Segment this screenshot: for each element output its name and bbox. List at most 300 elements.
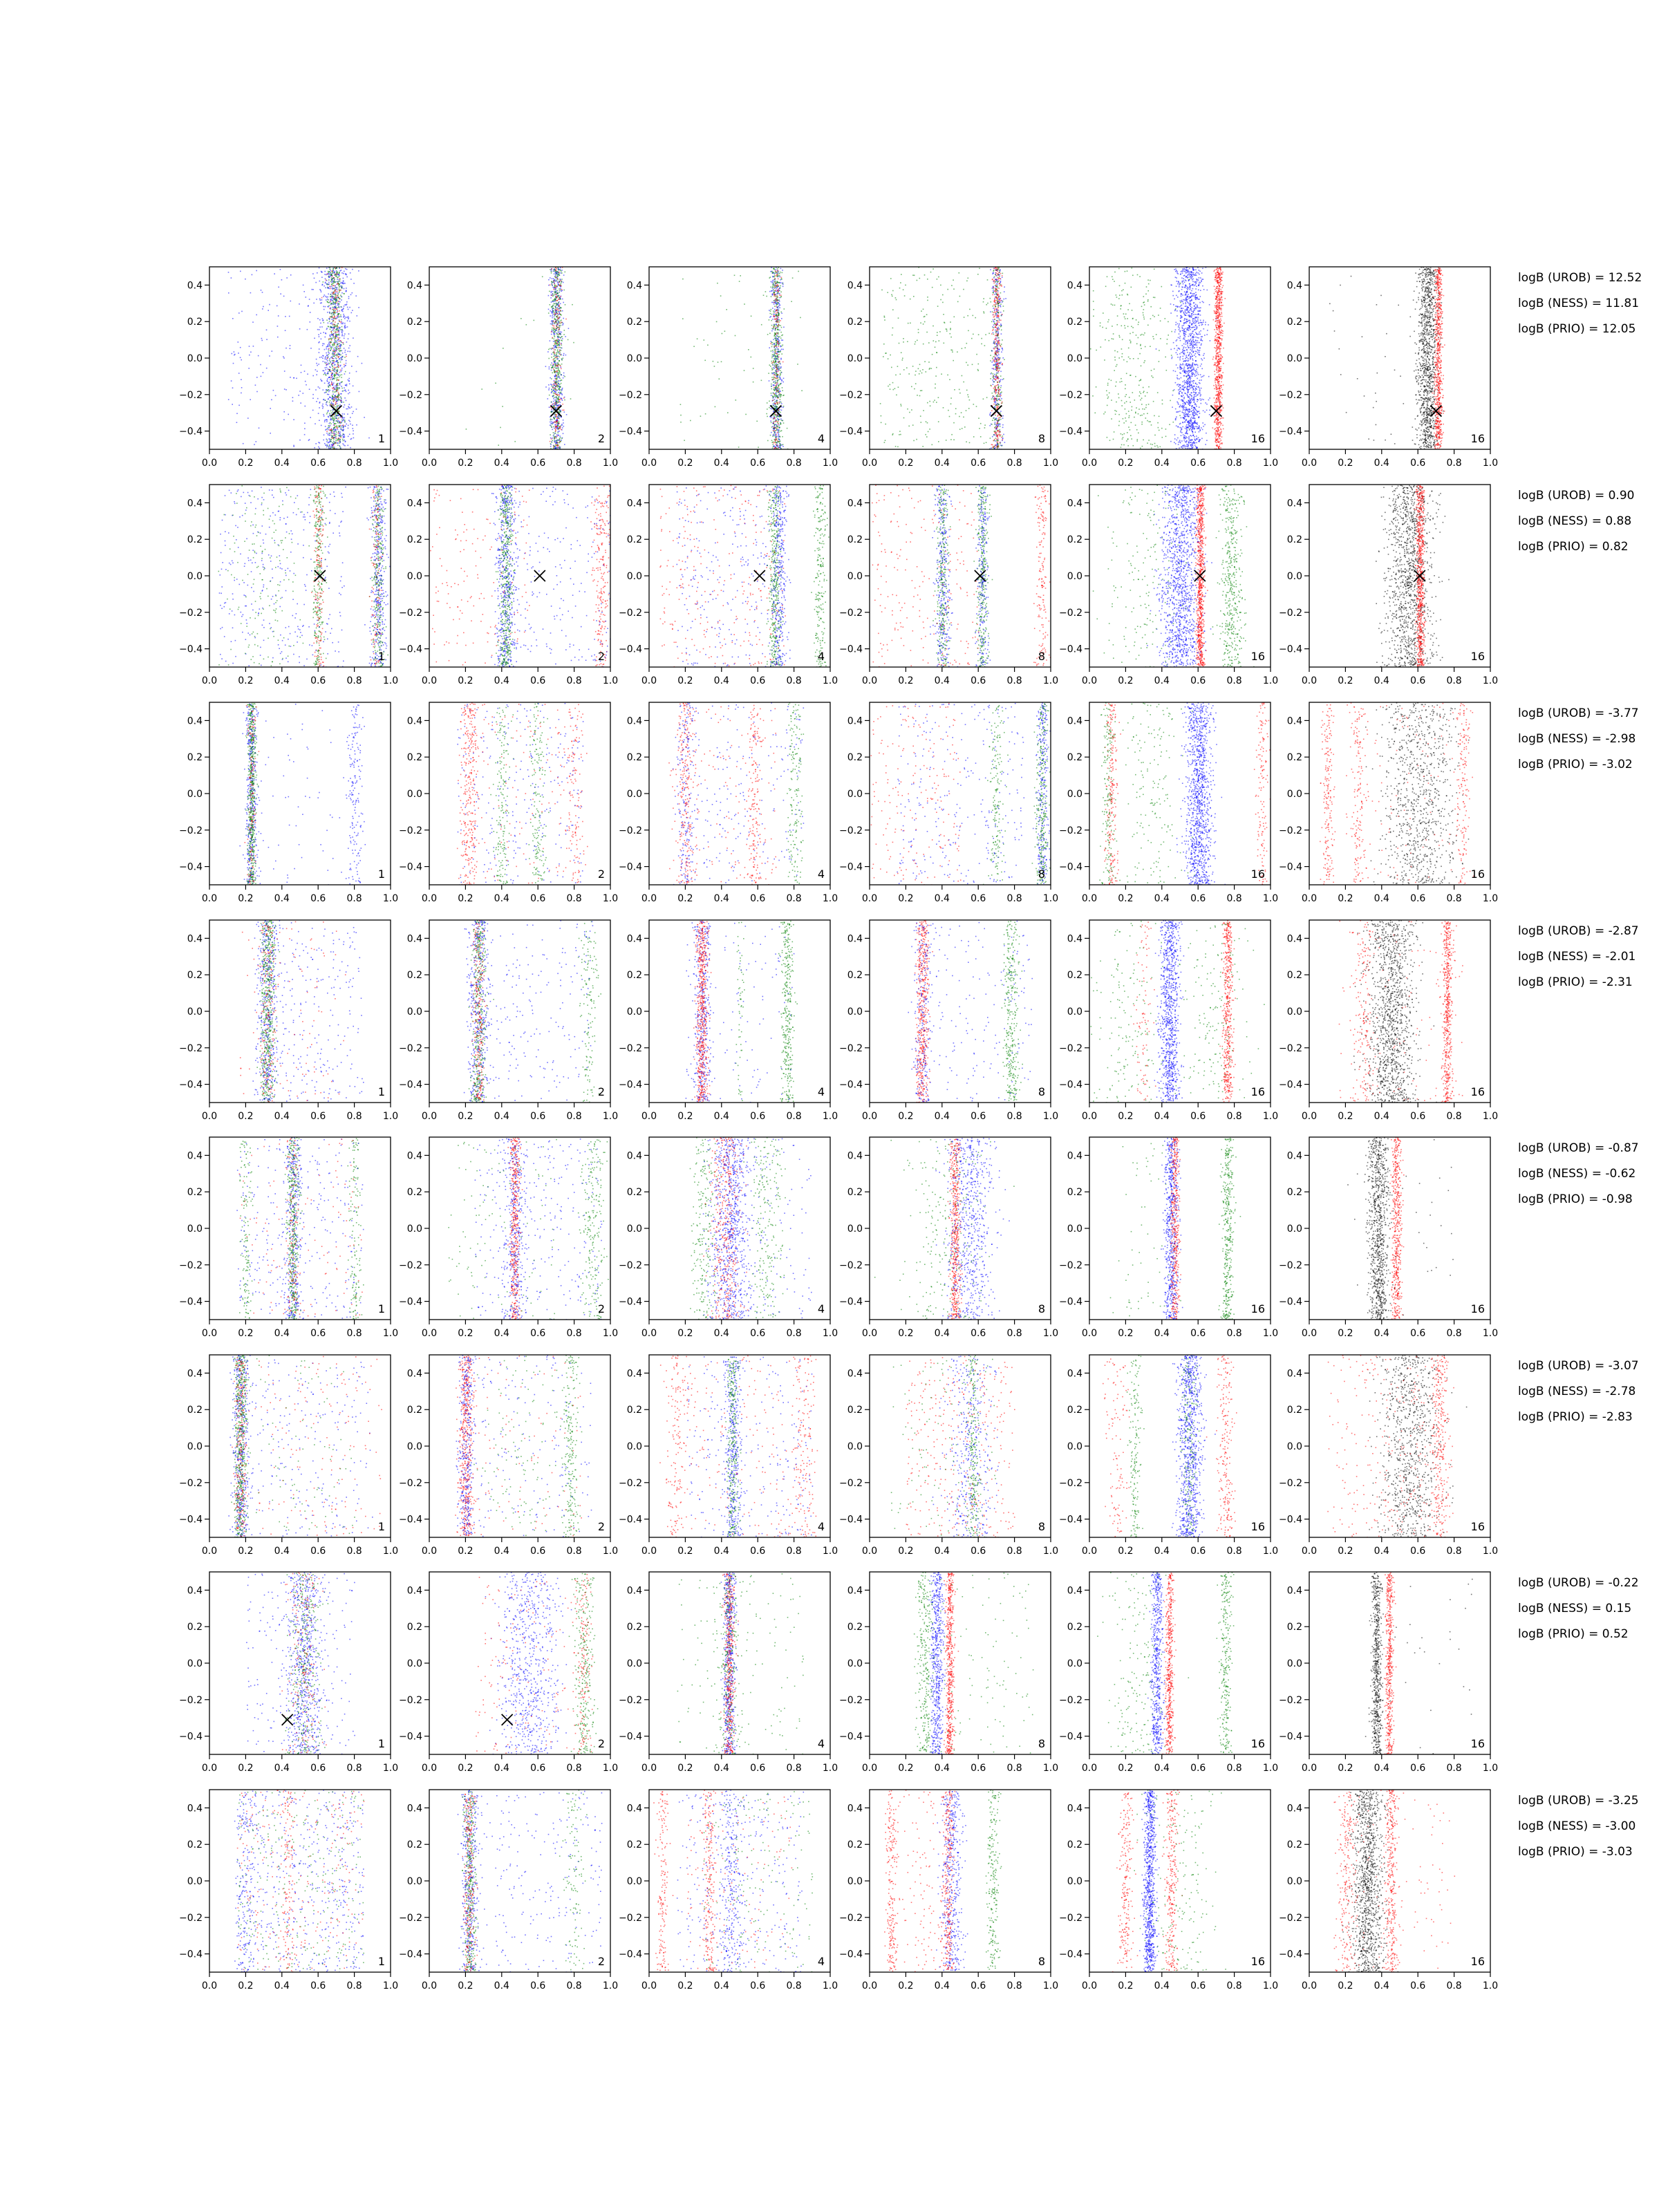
scatter-point-blue	[336, 288, 337, 290]
scatter-point-red	[775, 316, 776, 317]
scatter-point-blue	[341, 316, 342, 317]
scatter-point-blue	[256, 377, 258, 378]
scatter-point-red	[778, 285, 779, 286]
scatter-point-red	[778, 346, 779, 348]
scatter-point-green	[331, 348, 332, 349]
scatter-point-blue	[995, 330, 996, 331]
scatter-point-red	[332, 445, 334, 447]
scatter-point-green	[554, 276, 556, 278]
scatter-point-green	[564, 376, 565, 377]
scatter-point-red	[337, 364, 339, 365]
scatter-point-red	[777, 341, 778, 342]
scatter-point-green	[997, 301, 999, 302]
scatter-point-green	[558, 311, 559, 312]
scatter-point-green	[780, 424, 781, 425]
scatter-point-blue	[299, 391, 301, 392]
scatter-point-blue	[325, 357, 326, 359]
scatter-point-green	[333, 296, 335, 297]
scatter-point-blue	[332, 288, 333, 290]
scatter-point-blue	[992, 273, 993, 274]
scatter-point-green	[553, 432, 554, 433]
scatter-point-blue	[780, 366, 782, 368]
scatter-point-green	[772, 284, 774, 285]
scatter-point-red	[556, 357, 558, 358]
scatter-point-green	[995, 404, 997, 406]
scatter-point-blue	[782, 446, 784, 447]
scatter-point-green	[336, 420, 337, 422]
scatter-point-green	[330, 348, 332, 350]
scatter-point-green	[335, 341, 337, 343]
scatter-point-red	[773, 326, 774, 328]
scatter-point-blue	[993, 384, 994, 385]
scatter-point-blue	[323, 414, 324, 415]
scatter-point-red	[993, 312, 995, 314]
scatter-point-red	[993, 359, 994, 361]
scatter-point-green	[552, 367, 554, 368]
scatter-point-blue	[1002, 301, 1003, 303]
scatter-point-blue	[337, 403, 338, 404]
scatter-point-green	[774, 312, 775, 313]
scatter-point-green	[997, 336, 999, 337]
scatter-point-green	[559, 446, 560, 447]
scatter-point-blue	[348, 316, 349, 317]
scatter-point-blue	[551, 283, 552, 285]
scatter-point-red	[995, 268, 997, 269]
y-tick-label: −0.4	[619, 427, 642, 438]
scatter-point-green	[554, 306, 556, 307]
scatter-point-blue	[241, 379, 242, 380]
scatter-point-blue	[348, 420, 350, 421]
scatter-point-green	[997, 373, 999, 374]
scatter-point-green	[329, 402, 330, 403]
scatter-point-green	[559, 274, 561, 276]
scatter-point-green	[778, 310, 780, 311]
scatter-point-blue	[325, 337, 326, 338]
scatter-point-red	[773, 362, 774, 363]
scatter-point-green	[556, 355, 557, 356]
scatter-point-green	[782, 390, 783, 391]
scatter-point-green	[773, 283, 774, 284]
scatter-point-blue	[346, 391, 347, 393]
scatter-point-green	[774, 355, 775, 357]
scatter-point-green	[775, 380, 776, 382]
scatter-point-blue	[335, 416, 337, 418]
scatter-point-green	[559, 321, 560, 322]
scatter-point-green	[335, 406, 336, 408]
scatter-point-green	[558, 269, 559, 270]
scatter-point-blue	[256, 315, 257, 316]
scatter-point-green	[998, 444, 1000, 446]
scatter-point-green	[553, 281, 554, 283]
scatter-point-green	[997, 285, 998, 287]
scatter-point-blue	[319, 289, 321, 290]
scatter-point-green	[554, 418, 555, 420]
scatter-point-red	[994, 397, 995, 398]
scatter-point-blue	[328, 297, 329, 298]
scatter-point-red	[776, 421, 777, 422]
scatter-point-blue	[330, 367, 331, 368]
scatter-point-blue	[778, 370, 780, 371]
scatter-point-red	[556, 270, 557, 271]
scatter-point-green	[331, 341, 332, 343]
scatter-point-green	[772, 272, 774, 274]
scatter-point-red	[554, 322, 556, 324]
scatter-point-green	[339, 395, 340, 396]
scatter-point-red	[557, 324, 559, 325]
scatter-point-blue	[550, 446, 552, 447]
scatter-point-green	[334, 294, 335, 295]
scatter-point-red	[335, 297, 337, 298]
scatter-point-blue	[550, 423, 552, 424]
scatter-point-green	[993, 418, 994, 419]
scatter-point-green	[780, 399, 781, 400]
scatter-point-red	[553, 364, 554, 365]
scatter-point-green	[559, 288, 560, 290]
scatter-point-green	[334, 306, 335, 308]
scatter-point-green	[774, 343, 775, 344]
scatter-point-green	[332, 321, 334, 323]
scatter-point-blue	[997, 331, 999, 332]
scatter-point-green	[336, 432, 337, 433]
scatter-point-green	[774, 335, 776, 337]
scatter-point-green	[338, 317, 339, 318]
scatter-point-blue	[252, 274, 253, 276]
scatter-point-green	[791, 301, 792, 302]
scatter-point-green	[329, 433, 330, 434]
scatter-point-red	[1000, 395, 1002, 396]
scatter-point-blue	[775, 401, 776, 402]
scatter-point-blue	[776, 359, 777, 360]
scatter-point-blue	[353, 433, 354, 435]
scatter-point-blue	[781, 349, 782, 350]
scatter-point-green	[778, 430, 780, 431]
scatter-point-blue	[775, 434, 776, 435]
scatter-point-red	[558, 329, 559, 330]
scatter-point-blue	[328, 394, 330, 395]
scatter-point-red	[561, 285, 562, 287]
scatter-point-red	[334, 312, 335, 313]
scatter-point-blue	[326, 367, 328, 368]
scatter-point-green	[565, 272, 566, 273]
scatter-point-red	[996, 268, 997, 269]
scatter-point-red	[775, 421, 776, 422]
scatter-point-green	[556, 380, 557, 382]
scatter-point-red	[331, 373, 332, 374]
scatter-point-green	[776, 400, 778, 402]
scatter-point-green	[333, 429, 335, 430]
scatter-point-blue	[321, 302, 322, 303]
scatter-point-green	[340, 362, 341, 363]
scatter-point-green	[990, 360, 991, 362]
scatter-point-blue	[992, 288, 993, 289]
scatter-point-blue	[773, 435, 774, 436]
scatter-point-red	[780, 320, 781, 321]
scatter-point-red	[778, 424, 779, 425]
scatter-point-blue	[561, 272, 562, 274]
scatter-point-green	[328, 373, 329, 375]
scatter-point-blue	[559, 435, 561, 437]
scatter-point-green	[337, 405, 338, 406]
scatter-point-green	[772, 354, 774, 355]
scatter-point-red	[780, 294, 782, 296]
scatter-point-green	[550, 443, 552, 444]
scatter-point-green	[552, 324, 553, 325]
scatter-point-blue	[368, 438, 370, 439]
scatter-point-blue	[771, 290, 773, 292]
scatter-point-red	[338, 301, 339, 302]
scatter-point-green	[778, 293, 779, 294]
scatter-point-green	[776, 336, 777, 337]
scatter-point-blue	[322, 284, 324, 285]
scatter-point-blue	[321, 272, 323, 273]
scatter-point-red	[997, 363, 999, 364]
scatter-point-blue	[326, 441, 328, 442]
scatter-point-red	[559, 299, 560, 300]
scatter-point-green	[331, 303, 332, 304]
scatter-point-blue	[769, 347, 770, 348]
scatter-point-green	[552, 328, 553, 329]
scatter-point-blue	[348, 333, 350, 335]
scatter-point-blue	[320, 379, 321, 380]
scatter-point-red	[776, 298, 777, 299]
scatter-point-green	[993, 395, 994, 397]
scatter-point-blue	[334, 388, 335, 389]
scatter-point-blue	[329, 439, 330, 440]
scatter-point-green	[335, 310, 336, 311]
scatter-point-blue	[771, 282, 773, 283]
scatter-point-red	[776, 334, 777, 335]
scatter-point-red	[774, 442, 776, 443]
scatter-point-blue	[328, 427, 329, 429]
scatter-point-blue	[1001, 333, 1002, 335]
scatter-point-blue	[351, 312, 353, 314]
scatter-point-blue	[324, 420, 326, 421]
scatter-point-red	[554, 344, 556, 345]
scatter-point-red	[775, 447, 776, 449]
scatter-point-green	[777, 307, 778, 308]
scatter-point-green	[554, 298, 556, 299]
scatter-point-green	[771, 342, 772, 344]
scatter-point-green	[993, 334, 995, 335]
scatter-point-green	[330, 281, 332, 282]
scatter-point-green	[341, 329, 343, 330]
scatter-point-blue	[781, 403, 782, 404]
scatter-point-blue	[330, 447, 332, 448]
scatter-point-green	[555, 301, 556, 302]
scatter-point-blue	[236, 413, 238, 414]
scatter-point-blue	[324, 294, 326, 296]
scatter-point-blue	[326, 429, 327, 430]
scatter-point-blue	[348, 378, 350, 379]
scatter-point-red	[778, 410, 780, 411]
scatter-point-green	[995, 419, 996, 420]
scatter-point-green	[556, 274, 558, 276]
scatter-point-green	[774, 326, 776, 327]
x-tick-label: 0.6	[750, 458, 765, 469]
scatter-point-red	[994, 299, 995, 301]
scatter-point-blue	[332, 337, 334, 339]
scatter-point-green	[560, 393, 561, 394]
scatter-point-green	[335, 299, 337, 300]
scatter-point-green	[997, 342, 998, 344]
scatter-point-blue	[319, 336, 320, 337]
scatter-point-blue	[556, 428, 558, 429]
scatter-point-red	[777, 369, 778, 371]
scatter-point-blue	[234, 355, 235, 356]
scatter-point-green	[560, 437, 561, 438]
scatter-point-red	[776, 310, 778, 312]
scatter-point-green	[781, 420, 782, 421]
scatter-point-blue	[565, 355, 567, 356]
scatter-point-green	[337, 271, 338, 272]
scatter-point-green	[335, 435, 337, 437]
scatter-point-blue	[562, 388, 563, 389]
scatter-point-blue	[328, 343, 330, 344]
scatter-point-blue	[778, 424, 780, 426]
scatter-point-green	[997, 368, 998, 370]
scatter-point-blue	[344, 306, 345, 307]
scatter-point-red	[997, 438, 999, 440]
scatter-point-blue	[335, 303, 336, 305]
scatter-point-green	[557, 276, 559, 277]
scatter-point-green	[343, 402, 344, 403]
scatter-point-blue	[997, 337, 999, 339]
scatter-point-blue	[558, 431, 559, 433]
scatter-point-green	[771, 386, 773, 387]
scatter-point-red	[337, 311, 339, 312]
scatter-point-green	[559, 353, 560, 355]
scatter-point-green	[553, 270, 554, 271]
scatter-point-green	[573, 342, 574, 344]
scatter-point-red	[995, 275, 997, 276]
scatter-point-green	[776, 420, 777, 421]
scatter-point-green	[550, 434, 551, 435]
scatter-point-green	[553, 330, 554, 331]
scatter-point-green	[327, 444, 328, 446]
scatter-point-blue	[261, 376, 262, 377]
scatter-point-blue	[993, 324, 995, 326]
scatter-point-green	[1000, 345, 1002, 346]
scatter-point-blue	[776, 424, 778, 426]
scatter-point-red	[781, 277, 782, 279]
scatter-point-blue	[280, 293, 281, 294]
scatter-point-blue	[341, 435, 343, 436]
scatter-point-green	[339, 439, 340, 440]
scatter-point-blue	[770, 271, 771, 272]
scatter-point-green	[775, 388, 776, 390]
scatter-point-blue	[326, 420, 327, 421]
scatter-point-blue	[290, 348, 291, 349]
scatter-point-green	[503, 348, 504, 349]
scatter-point-green	[778, 299, 780, 301]
scatter-point-green	[333, 301, 335, 303]
scatter-point-green	[336, 287, 337, 288]
scatter-point-blue	[325, 332, 326, 334]
scatter-point-blue	[286, 277, 288, 279]
scatter-point-blue	[316, 359, 317, 360]
scatter-point-red	[554, 349, 555, 350]
scatter-point-blue	[330, 419, 332, 420]
scatter-point-blue	[995, 357, 997, 359]
scatter-point-blue	[552, 429, 553, 431]
scatter-point-green	[770, 310, 771, 312]
scatter-point-green	[766, 296, 767, 297]
scatter-point-blue	[310, 312, 311, 313]
scatter-point-red	[554, 438, 556, 439]
scatter-point-green	[328, 302, 329, 303]
scatter-point-blue	[779, 293, 780, 294]
scatter-point-green	[339, 441, 341, 442]
scatter-point-blue	[778, 349, 779, 350]
scatter-point-blue	[341, 282, 343, 283]
scatter-point-green	[552, 424, 553, 425]
scatter-point-blue	[558, 377, 559, 378]
scatter-point-blue	[999, 319, 1000, 321]
scatter-point-red	[776, 403, 777, 404]
scatter-point-blue	[1000, 324, 1002, 325]
scatter-point-blue	[328, 377, 330, 378]
scatter-point-red	[333, 387, 335, 388]
scatter-point-blue	[997, 290, 999, 292]
scatter-point-green	[339, 439, 341, 440]
scatter-point-green	[776, 362, 777, 363]
scatter-point-green	[776, 425, 778, 427]
scatter-point-green	[335, 442, 337, 443]
scatter-point-blue	[330, 361, 331, 362]
scatter-point-green	[920, 371, 921, 372]
scatter-point-green	[771, 377, 773, 378]
scatter-point-green	[338, 307, 339, 308]
scatter-point-green	[323, 281, 324, 283]
scatter-point-blue	[344, 418, 346, 419]
scatter-point-green	[774, 433, 775, 435]
scatter-point-green	[551, 402, 552, 403]
scatter-point-green	[328, 299, 329, 301]
scatter-point-red	[333, 334, 335, 335]
scatter-point-green	[771, 350, 772, 352]
scatter-point-red	[775, 286, 776, 288]
scatter-point-green	[558, 345, 559, 346]
scatter-point-red	[555, 431, 556, 432]
scatter-point-blue	[559, 390, 561, 391]
scatter-point-red	[996, 330, 997, 331]
scatter-point-green	[771, 384, 772, 385]
scatter-point-red	[774, 299, 776, 301]
scatter-point-green	[744, 303, 745, 305]
scatter-point-green	[780, 297, 782, 298]
scatter-point-green	[328, 271, 330, 272]
scatter-point-green	[773, 397, 774, 398]
scatter-point-blue	[342, 413, 344, 415]
scatter-point-red	[557, 339, 559, 340]
scatter-point-red	[999, 400, 1000, 401]
scatter-point-green	[997, 274, 999, 275]
scatter-point-green	[768, 373, 769, 374]
scatter-point-blue	[330, 414, 331, 415]
scatter-point-blue	[780, 268, 782, 270]
scatter-point-blue	[331, 397, 332, 399]
scatter-point-green	[502, 406, 503, 407]
scatter-point-blue	[1002, 438, 1004, 439]
scatter-point-blue	[319, 407, 320, 409]
scatter-point-blue	[351, 406, 353, 408]
scatter-point-green	[995, 415, 996, 416]
scatter-point-blue	[547, 351, 549, 353]
scatter-point-green	[773, 444, 774, 445]
scatter-point-green	[780, 402, 782, 403]
scatter-point-green	[559, 299, 561, 300]
scatter-point-blue	[343, 419, 344, 420]
